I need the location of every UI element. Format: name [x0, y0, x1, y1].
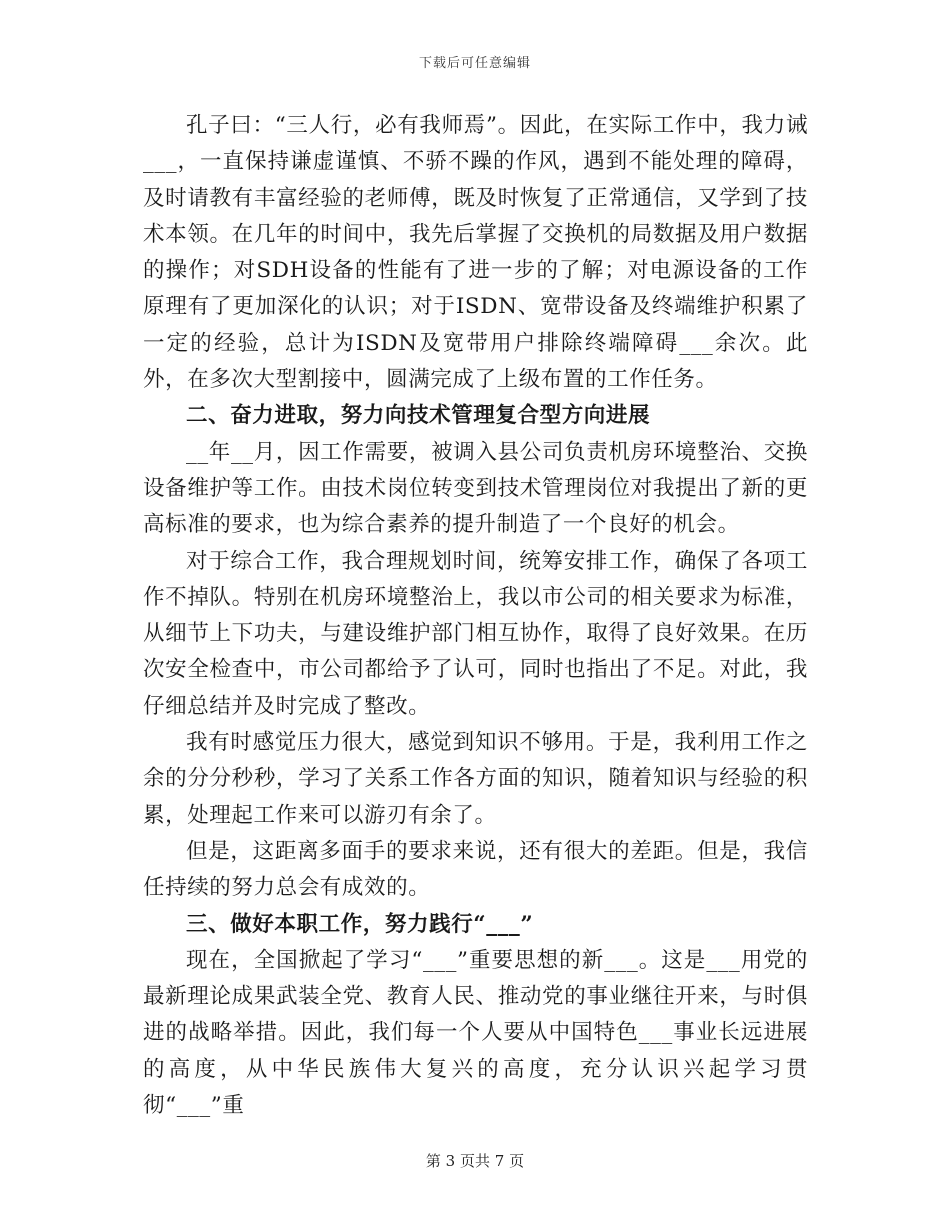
paragraph-transfer: __年__月，因工作需要，被调入县公司负责机房环境整治、交换设备维护等工作。由技术岗位转变到技术管理岗位对我提出了新的更高标准的要求，也为综合素养的提升制造了一个良好的机会。 [143, 439, 808, 538]
page-number: 第 3 页共 7 页 [425, 1152, 525, 1170]
document-body [143, 108, 808, 1124]
paragraph-gap: 但是，这距离多面手的要求来说，还有很大的差距。但是，我信任持续的努力总会有成效的。 [143, 838, 808, 901]
section-heading-3: 三、做好本职工作，努力践行“___” [186, 911, 534, 937]
paragraph-learning: 孔子曰：“三人行，必有我师焉”。因此，在实际工作中，我力诫___，一直保持谦虚谨慎、不骄不躁的作风，遇到不能处理的障碍，及时请教有丰富经验的老师傅，既及时恢复了正常通信，又学到了技术本领。在几年的时间中，我先后掌握了交换机的局数据及用户数据的操作；对SDH设备的性能有了进一步的了解；对电源设备的工作原理有了更加深化的认识；对于ISDN、宽带设备及终端维护积累了一定的经验，总计为ISDN及宽带用户排除终端障碍___余次。此外，在多次大型割接中，圆满完成了上级布置的工作任务。 [143, 113, 808, 393]
paragraph-pressure: 我有时感觉压力很大，感觉到知识不够用。于是，我利用工作之余的分分秒秒，学习了关系工作各方面的知识，随着知识与经验的积累，处理起工作来可以游刃有余了。 [143, 730, 808, 828]
page-header: 下载后可任意编辑 [418, 56, 531, 71]
paragraph-comprehensive-work: 对于综合工作，我合理规划时间，统筹安排工作，确保了各项工作不掉队。特别在机房环境整治上，我以市公司的相关要求为标准，从细节上下功夫，与建设维护部门相互协作，取得了良好效果。在历次安全检查中，市公司都给予了认可，同时也指出了不足。对此，我仔细总结并及时完成了整改。 [143, 548, 808, 719]
section-heading-2: 二、奋力进取，努力向技术管理复合型方向进展 [186, 403, 651, 429]
paragraph-study: 现在，全国掀起了学习“___”重要思想的新___。这是___用党的最新理论成果武装全党、教育人民、推动党的事业继往开来，与时俱进的战略举措。因此，我们每一个人要从中国特色___事业长远进展的高度，从中华民族伟大复兴的高度，充分认识兴起学习贯彻“___”重 [143, 947, 808, 1119]
